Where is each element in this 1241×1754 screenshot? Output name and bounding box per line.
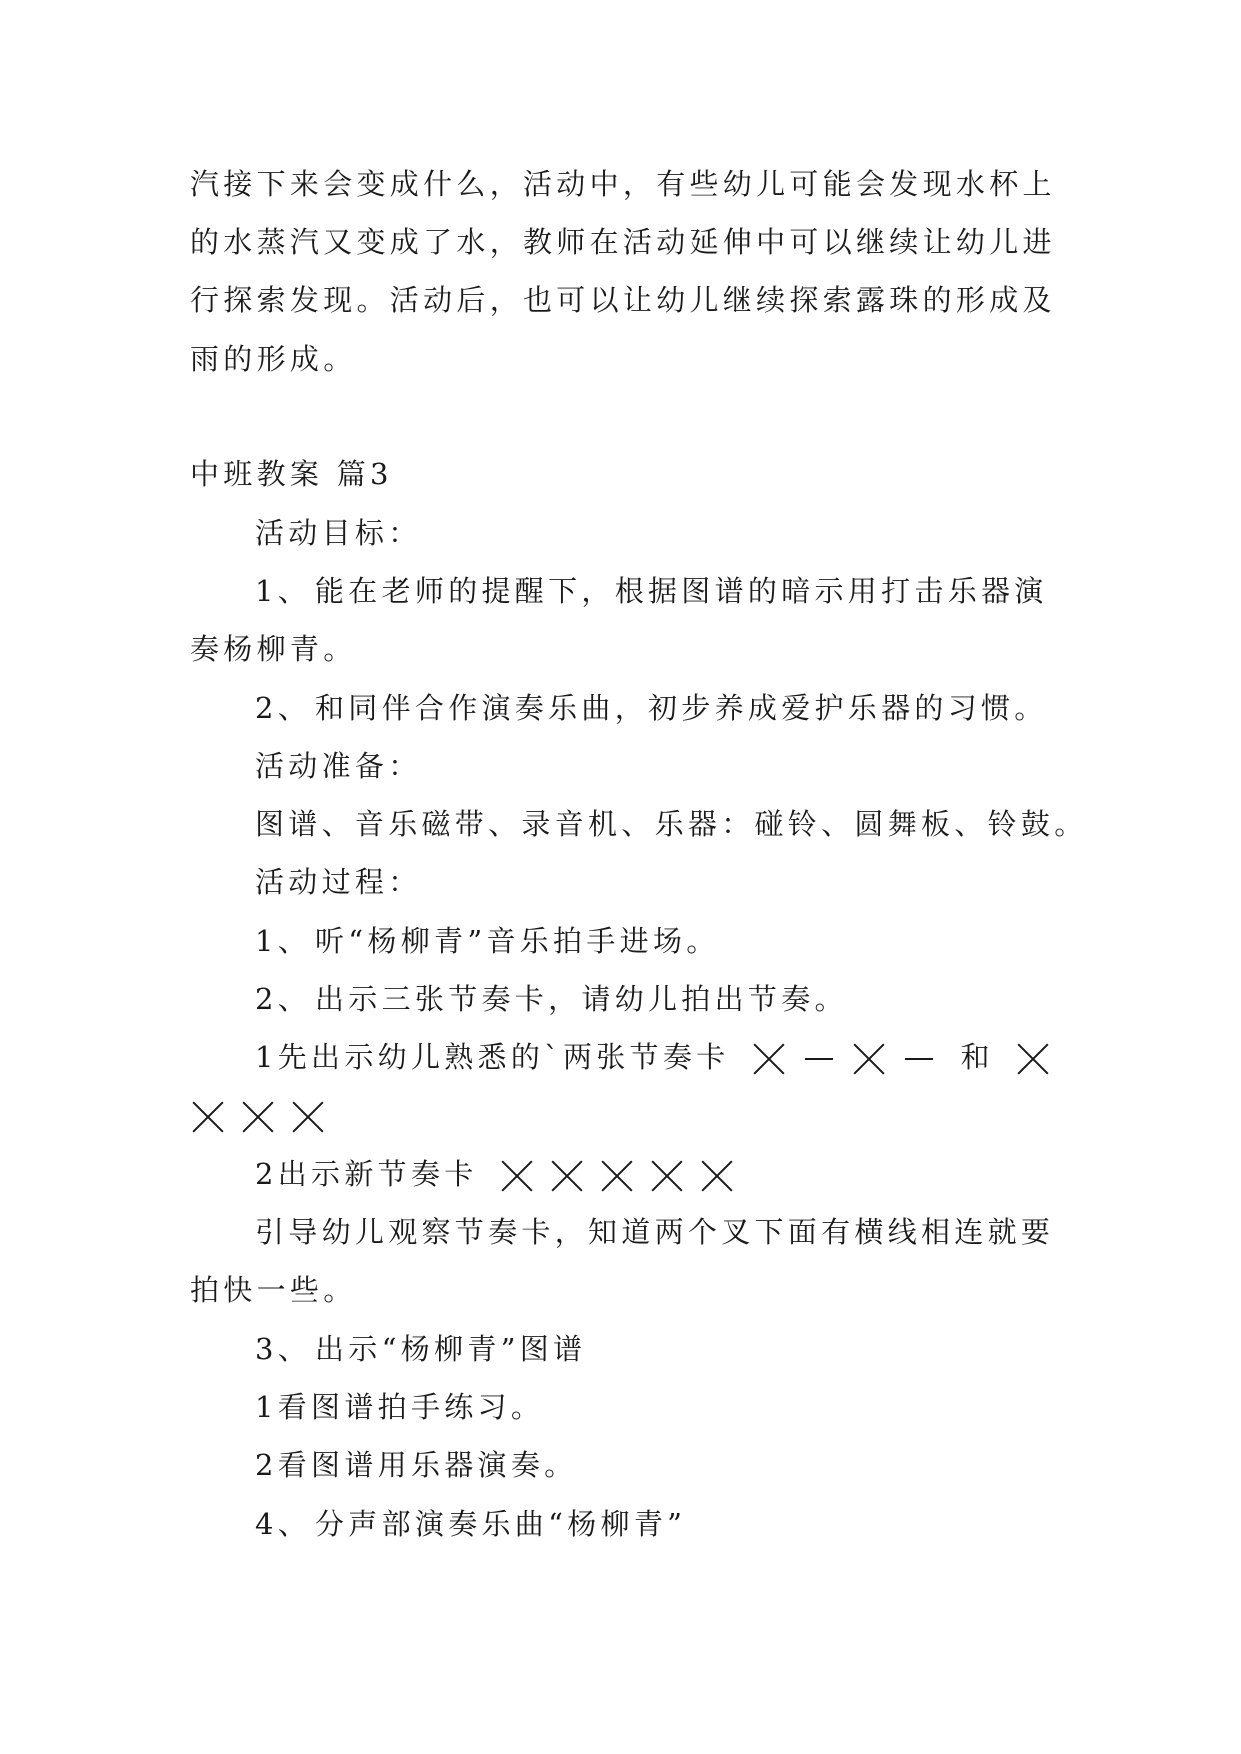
rhythm-x-mark [1015, 1041, 1051, 1077]
process-heading: 活动过程： [255, 865, 422, 899]
step-2-sub-1-text: 1先出示幼儿熟悉的`两张节奏卡 [255, 1040, 730, 1074]
prep-text: 图谱、音乐磁带、录音机、乐器：碰铃、圆舞板、铃鼓。 [255, 807, 1088, 841]
step-2-number: 2、 [255, 982, 312, 1016]
step-2-sub-2-text: 2出示新节奏卡 [255, 1157, 478, 1191]
rhythm-x-mark [649, 1158, 685, 1194]
step-3-sub-1: 1看图谱拍手练习。 [255, 1390, 545, 1424]
paragraph-line: 雨的形成。 [190, 342, 357, 376]
step-2-sub-2 [255, 1154, 735, 1194]
step-1-number: 1、 [255, 924, 312, 958]
goal-1-number: 1、 [255, 574, 312, 608]
rhythm-x-mark [699, 1158, 735, 1194]
rhythm-x-mark [851, 1041, 887, 1077]
goal-2-number: 2、 [255, 691, 312, 725]
rhythm-card-b-start [1015, 1041, 1051, 1077]
step-2-text: 出示三张节奏卡，请幼儿拍出节奏。 [315, 982, 848, 1016]
process-step-2 [255, 979, 848, 1019]
rhythm-dash-mark [801, 1041, 837, 1077]
process-step-1 [255, 921, 720, 961]
step-4-number: 4、 [255, 1507, 312, 1541]
section-title: 中班教案 篇3 [190, 457, 393, 491]
paragraph-line: 行探索发现。活动后，也可以让幼儿继续探索露珠的形成及 [190, 283, 1056, 317]
goal-1-continuation: 奏杨柳青。 [190, 632, 357, 666]
step-2-sub-1 [255, 1037, 1051, 1077]
step-3-number: 3、 [255, 1332, 312, 1366]
process-step-3 [255, 1329, 586, 1369]
rhythm-dash-mark [901, 1041, 937, 1077]
paragraph-line: 汽接下来会变成什么，活动中，有些幼儿可能会发现水杯上 [190, 167, 1056, 201]
goal-item-2 [255, 688, 1048, 728]
rhythm-x-mark [549, 1158, 585, 1194]
rhythm-card-b-rest [190, 1099, 326, 1135]
guide-continuation: 拍快一些。 [190, 1273, 357, 1307]
rhythm-x-mark [190, 1099, 226, 1135]
rhythm-x-mark [751, 1041, 787, 1077]
rhythm-card-c [499, 1158, 735, 1194]
process-step-4 [255, 1504, 686, 1544]
paragraph-line: 的水蒸汽又变成了水，教师在活动延伸中可以继续让幼儿进 [190, 225, 1056, 259]
and-word: 和 [960, 1040, 994, 1074]
guide-text: 引导幼儿观察节奏卡，知道两个叉下面有横线相连就要 [255, 1215, 1055, 1249]
rhythm-x-mark [599, 1158, 635, 1194]
rhythm-x-mark [499, 1158, 535, 1194]
step-3-text: 出示“杨柳青”图谱 [315, 1332, 587, 1366]
goals-heading: 活动目标： [255, 516, 422, 550]
rhythm-card-a [751, 1041, 937, 1077]
step-3-sub-2: 2看图谱用乐器演奏。 [255, 1448, 578, 1482]
step-1-text: 听“杨柳青”音乐拍手进场。 [315, 924, 720, 958]
rhythm-card-b-continuation [190, 1095, 326, 1135]
rhythm-x-mark [290, 1099, 326, 1135]
prep-heading: 活动准备： [255, 749, 422, 783]
goal-item-1 [255, 571, 1048, 611]
rhythm-x-mark [240, 1099, 276, 1135]
goal-1-text: 能在老师的提醒下，根据图谱的暗示用打击乐器演 [315, 574, 1048, 608]
step-4-text: 分声部演奏乐曲“杨柳青” [315, 1507, 687, 1541]
goal-2-text: 和同伴合作演奏乐曲，初步养成爱护乐器的习惯。 [315, 691, 1048, 725]
